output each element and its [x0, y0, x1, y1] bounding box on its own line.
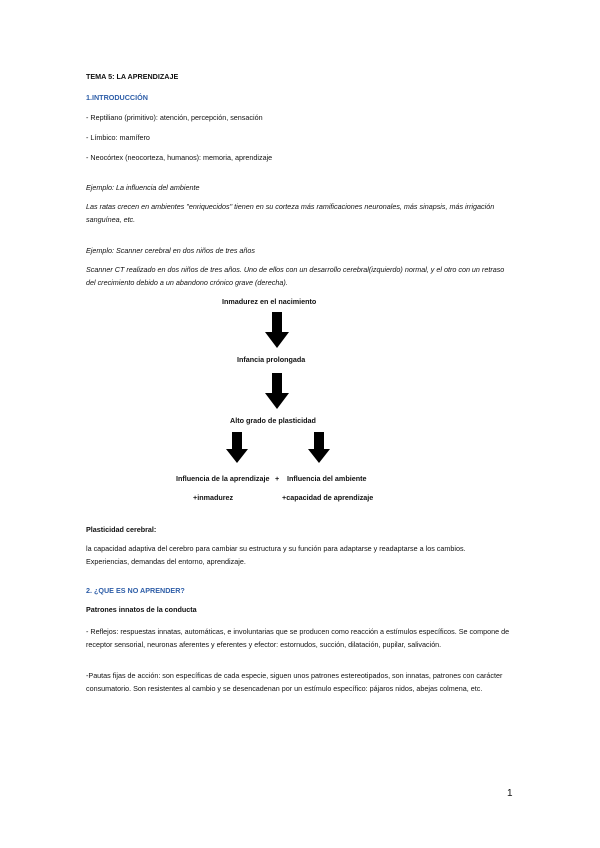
page-number: 1	[507, 788, 513, 799]
example2-title: Ejemplo: Scanner cerebral en dos niños de tres años	[86, 246, 256, 255]
fixed-patterns-text: -Pautas fijas de acción: son específicas de cada especie, siguen unos patrones estereotipados, son innatas, patrones con carácter consumatorio. Son resistentes al cambio y se desencadenan por un estímulo específico: pájaros nidos, abejas colmena, etc.	[86, 671, 503, 693]
flow-left-bottom: +inmadurez	[193, 493, 234, 502]
plasticity-heading: Plasticidad cerebral:	[86, 525, 157, 534]
example1-text: Las ratas crecen en ambientes "enriquecidos" tienen en su corteza más ramificaciones neuronales, más sinapsis, más irrigación sanguínea, etc.	[86, 202, 495, 224]
reflexes-text: - Reflejos: respuestas innatas, automáticas, e involuntarias que se producen como reacción a estímulos específicos. Se compone de receptor sensorial, neuronas aferentes y eferentes y efector: estornudos, succión, dilatación, pupilar, salivación.	[86, 627, 510, 649]
flow-step-infancia: Infancia prolongada	[237, 355, 306, 364]
bullet-reptiliano: - Reptiliano (primitivo): atención, percepción, sensación	[86, 113, 263, 122]
document-title: TEMA 5: LA APRENDIZAJE	[86, 72, 179, 81]
section2-heading: 2. ¿QUE ES NO APRENDER?	[86, 586, 185, 595]
section2-subheading: Patrones innatos de la conducta	[86, 605, 197, 614]
flow-right-top: Influencia del ambiente	[287, 474, 367, 483]
plasticity-text: la capacidad adaptiva del cerebro para cambiar su estructura y su función para adaptarse y readaptarse a los cambios. Experiencias, demandas del entorno, aprendizaje.	[86, 544, 466, 566]
flow-step-plasticidad: Alto grado de plasticidad	[230, 416, 316, 425]
section1-heading: 1.INTRODUCCIÓN	[86, 93, 148, 102]
bullet-limbico: - Límbico: mamífero	[86, 133, 150, 142]
example2-text: Scanner CT realizado en dos niños de tres años. Uno de ellos con un desarrollo cerebral(izquierdo) normal, y el otro con un retraso del crecimiento debido a un abandono crónico grave (derecha).	[86, 265, 505, 287]
flow-step-inmadurez: Inmadurez en el nacimiento	[222, 297, 317, 306]
down-arrow-icon	[226, 432, 248, 463]
bullet-neocortex: - Neocórtex (neocorteza, humanos): memoria, aprendizaje	[86, 153, 273, 162]
down-arrow-icon	[308, 432, 330, 463]
down-arrow-icon	[265, 373, 289, 409]
down-arrow-icon	[265, 312, 289, 348]
flow-plus: +	[275, 474, 280, 483]
flow-left-top: Influencia de la aprendizaje	[176, 474, 270, 483]
flow-right-bottom: +capacidad de aprendizaje	[282, 493, 374, 502]
example1-title: Ejemplo: La influencia del ambiente	[86, 183, 200, 192]
